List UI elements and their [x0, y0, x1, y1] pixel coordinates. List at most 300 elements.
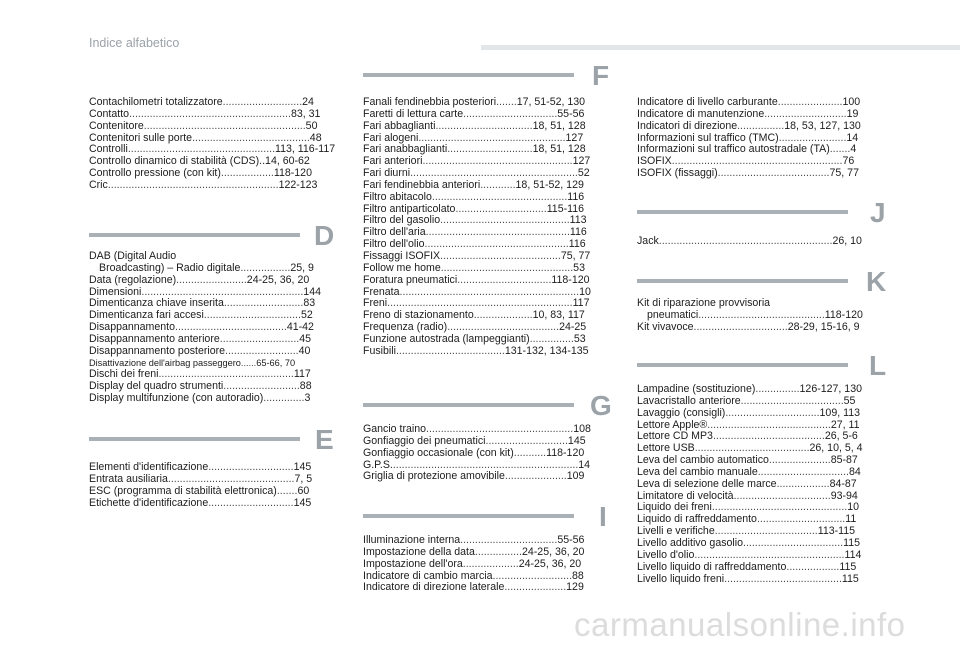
index-entry-leader: ...............................................................: [392, 459, 579, 471]
index-entry-pages: 40: [298, 345, 311, 357]
index-entry-pages: 10, 83, 117: [532, 310, 585, 322]
index-entry-pages: 115: [839, 561, 857, 573]
index-entry-pages: 52: [300, 310, 313, 322]
index-entry: [363, 144, 616, 156]
index-entry-leader: ........................................: [192, 132, 310, 144]
section-j-heading: [637, 197, 890, 231]
index-entry-pages: 115: [841, 573, 859, 585]
index-entry-leader: ...............: [755, 384, 800, 395]
index-entry: [89, 498, 342, 510]
index-entry: [637, 550, 890, 562]
section-g-heading: [363, 390, 616, 424]
index-entry: [637, 514, 890, 526]
index-entry: [637, 479, 890, 491]
index-entry-leader: ...............................: [757, 466, 849, 478]
index-entry-term: ESC (programma di stabilità elettronica): [89, 485, 277, 497]
index-entry-pages: 100: [842, 97, 861, 108]
index-entry-pages: 116: [569, 227, 587, 239]
index-entry-term: Dimensioni: [89, 286, 142, 298]
index-entry-leader: ......................: [777, 97, 843, 108]
index-entry-leader: ...........................: [492, 570, 573, 582]
index-entry-term: Gonfiaggio dei pneumatici: [363, 435, 486, 447]
index-entry: [363, 448, 616, 460]
index-entry: [363, 168, 616, 180]
index-entry: [637, 133, 890, 145]
header-rule: [481, 45, 960, 50]
index-entry-leader: ..............................................: [431, 191, 568, 203]
index-entry-leader: .................................: [733, 490, 831, 502]
index-entry: [89, 298, 342, 310]
index-entry: [637, 408, 890, 420]
section-d-divider: [89, 233, 300, 237]
index-entry-term: Display del quadro strumenti: [89, 381, 224, 393]
page-header-title: Indice alfabetico: [89, 36, 180, 50]
index-entry-leader: ............................................: [440, 215, 570, 227]
index-entry: [637, 538, 890, 550]
index-entry-term: ISOFIX: [637, 156, 672, 168]
index-entry-pages: 118-120: [551, 274, 590, 286]
index-entry-term: Filtro dell'aria: [363, 227, 426, 239]
index-entry: [363, 322, 616, 334]
index-entry-leader: .......................................................: [129, 108, 291, 120]
index-entry: [363, 180, 616, 192]
index-entry-term: Follow me home: [363, 262, 441, 274]
index-entry: [637, 236, 890, 248]
index-entry-pages: 26, 5-6: [824, 431, 858, 443]
index-entry: [363, 582, 616, 594]
index-entry-term: ISOFIX (fissaggi): [637, 168, 718, 180]
section-g-letter: G: [590, 390, 612, 421]
index-entry-pages: 117: [293, 369, 311, 381]
index-entry-pages: 60: [297, 485, 310, 497]
index-entry: [89, 358, 342, 370]
index-entry-term: Gancio traino: [363, 424, 427, 435]
index-entry-leader: ......: [240, 357, 257, 368]
index-entry: [637, 384, 890, 396]
index-entry-pages: 116: [568, 239, 586, 251]
index-entry-term: Etichette d'identificazione: [89, 497, 209, 509]
index-entry-term: Griglia di protezione amovibile: [363, 471, 505, 483]
index-entry-term: Filtro dell'olio: [363, 239, 425, 251]
index-entry: [89, 180, 342, 192]
index-entry: [89, 133, 342, 145]
index-entry-term: Gonfiaggio occasionale (con kit): [363, 447, 514, 459]
index-entry-term: Contatto: [89, 108, 130, 120]
section-k-divider: [637, 279, 848, 283]
index-entry-pages: 85-87: [830, 455, 858, 467]
index-entry: [89, 381, 342, 393]
index-entry: [363, 239, 616, 251]
index-entry-term: Livelli e verifiche: [637, 526, 715, 538]
section-g-divider: [363, 403, 574, 407]
index-entry-pages: 18, 51, 128: [532, 120, 586, 132]
index-entry-term: Filtro del gasolio: [363, 215, 441, 227]
section-d-list: [89, 251, 342, 405]
index-entry-term: Fari anteriori: [363, 156, 423, 168]
index-entry: [363, 559, 616, 571]
index-entry-pages: 17, 51-52, 130: [516, 97, 586, 108]
section-f-list: [363, 97, 616, 358]
index-entry-pages: 114: [844, 549, 862, 561]
index-entry: [637, 491, 890, 503]
index-entry-leader: ...............: [529, 333, 574, 345]
index-entry-pages: 145: [567, 435, 586, 447]
index-entry-pages: 25, 9: [290, 262, 314, 274]
section-d-letter: D: [314, 220, 335, 251]
index-entry-leader: .................................................: [424, 239, 569, 251]
index-entry-leader: ..............................: [756, 514, 846, 526]
index-entry-leader: ..................................................: [426, 424, 574, 435]
index-entry: [363, 424, 616, 436]
index-entry-term: Elementi d'identificazione: [89, 462, 209, 473]
index-entry: [89, 486, 342, 498]
index-entry-term: Fari fendinebbia anteriori: [363, 179, 481, 191]
index-entry-term: Lavacristallo anteriore: [637, 395, 741, 407]
index-entry: [89, 168, 342, 180]
index-entry: [363, 133, 616, 145]
index-entry-term: Liquido di raffreddamento: [637, 514, 757, 526]
index-entry-term: Kit vivavoce: [637, 321, 694, 333]
index-entry-leader: .......................................................: [143, 120, 306, 132]
index-entry-pages: 84: [848, 466, 861, 478]
index-entry-pages: 113, 116-117: [275, 144, 336, 156]
index-entry-leader: .......: [829, 144, 851, 156]
index-entry-pages: 18, 53, 127, 130: [784, 120, 861, 132]
index-entry-leader: ...................................................: [694, 549, 845, 561]
index-entry-leader: .................................: [460, 535, 558, 546]
section-l-divider: [637, 363, 848, 367]
index-entry-pages: 88: [572, 570, 584, 582]
index-entry-leader: ..........................................: [707, 419, 831, 431]
index-entry-term: Disappannamento: [89, 322, 175, 334]
index-entry-term: G.P.S.: [363, 459, 393, 471]
index-entry: [363, 571, 616, 583]
index-entry-term: Broadcasting) – Radio digitale: [99, 262, 241, 274]
index-entry-leader: ...................................: [714, 526, 818, 538]
index-entry-leader: .............................: [447, 144, 533, 156]
index-entry-pages: 118-120: [546, 447, 585, 459]
index-entry-term: Informazioni sul traffico autostradale (TA): [637, 144, 830, 156]
index-entry-term: Livello d'olio: [637, 549, 695, 561]
index-entry: [363, 310, 616, 322]
section-j-list: [637, 236, 890, 248]
index-entry-pages: 113-115: [817, 526, 856, 538]
index-entry-pages: 118-120: [824, 309, 863, 321]
index-entry: [89, 346, 342, 358]
index-entry-leader: ..................................: [743, 537, 844, 549]
section-e-letter: E: [315, 424, 334, 455]
index-entry-pages: 83, 31: [290, 108, 321, 120]
index-entry-term: Filtro antiparticolato: [363, 203, 456, 215]
index-entry-leader: ..................................................: [418, 132, 566, 144]
index-entry-term: Disappannamento anteriore: [89, 333, 220, 345]
index-entry-leader: ........................: [176, 274, 247, 286]
index-entry: [89, 369, 342, 381]
index-entry-pages: 55: [843, 395, 856, 407]
index-entry-pages: 10: [847, 502, 860, 514]
index-entry-pages: 24-25, 36, 20: [522, 546, 585, 558]
index-entry-leader: ...............................................................: [387, 298, 573, 310]
index-entry-pages: 116: [567, 191, 585, 203]
column-3: [637, 97, 890, 180]
section-g-list: [363, 424, 616, 483]
index-entry-pages: 26, 10, 5, 4: [809, 443, 863, 455]
index-entry-term: Lampadine (sostituzione): [637, 384, 756, 395]
section-i-heading: [363, 501, 616, 535]
index-entry-pages: 144: [303, 286, 321, 298]
index-entry: [637, 574, 890, 586]
index-entry-pages: 88: [299, 381, 312, 393]
index-entry-pages: 52: [577, 168, 590, 180]
section-i-list: [363, 535, 616, 594]
section-l-letter: L: [869, 350, 887, 381]
index-entry-pages: 14: [578, 459, 591, 471]
index-entry-leader: ...........................................: [167, 473, 295, 485]
index-entry-pages: 126-127, 130: [799, 384, 862, 395]
index-entry: [363, 460, 616, 472]
section-e-heading: [89, 424, 342, 458]
index-entry-term: Fari anabbaglianti: [363, 144, 448, 156]
index-entry-leader: ...........................: [223, 298, 304, 310]
section-k-list: [637, 298, 890, 334]
index-entry-leader: ..........................................................: [107, 179, 279, 191]
index-entry-term: Fari abbaglianti: [363, 120, 436, 132]
index-entry-pages: 28-29, 15-16, 9: [787, 321, 860, 333]
index-entry-pages: 115: [843, 537, 860, 549]
index-entry-leader: .............................................................: [399, 286, 580, 298]
index-entry: [363, 109, 616, 121]
index-entry: [363, 251, 616, 263]
index-entry: [89, 310, 342, 322]
index-entry-pages: 118-120: [273, 168, 312, 180]
index-entry-pages: 14, 60-62: [265, 156, 310, 168]
index-entry-pages: 10: [579, 286, 591, 298]
index-entry-leader: .................................................: [425, 227, 570, 239]
index-entry-leader: .............................: [208, 462, 294, 473]
index-entry-leader: ...........: [513, 447, 547, 459]
index-entry-leader: ......................................: [447, 322, 560, 334]
index-entry: [89, 109, 342, 121]
index-entry-pages: 109: [566, 471, 585, 483]
index-entry-term: Livello additivo gasolio: [637, 537, 744, 549]
index-entry-term: Fissaggi ISOFIX: [363, 250, 441, 262]
section-j-divider: [637, 210, 848, 214]
index-entry-pages: 48: [309, 132, 322, 144]
index-entry-term: Disattivazione dell'airbag passeggero: [89, 357, 241, 368]
index-entry-leader: ..................................................: [127, 144, 276, 156]
index-entry-term: Funzione autostrada (lampeggianti): [363, 333, 530, 345]
index-entry-pages: 127: [565, 132, 584, 144]
index-entry-pages: 27, 11: [830, 419, 860, 431]
index-entry-pages: 84-87: [829, 478, 857, 490]
index-entry-pages: 18, 51-52, 129: [515, 179, 584, 191]
index-entry: [363, 263, 616, 275]
section-i-divider: [363, 514, 574, 518]
index-entry-pages: 75, 77: [829, 168, 859, 180]
index-entry-term: Impostazione della data: [363, 546, 475, 558]
index-entry-pages: 19: [846, 108, 859, 120]
index-entry-leader: .......: [496, 97, 517, 108]
index-entry-term: Frenata: [363, 286, 400, 298]
index-entry-leader: ..............................................: [158, 369, 294, 381]
index-entry-pages: 129: [566, 582, 584, 594]
index-entry: [637, 156, 890, 168]
index-entry: [637, 144, 890, 156]
index-entry-pages: 145: [293, 462, 312, 473]
index-entry-term: Display multifunzione (con autoradio): [89, 393, 264, 405]
index-entry-term: pneumatici: [647, 309, 699, 321]
index-entry-term: Indicatore di direzione laterale: [363, 582, 505, 594]
index-entry-term: Contenitore: [89, 120, 144, 132]
section-j-letter: J: [870, 197, 886, 228]
index-entry: [89, 251, 342, 263]
index-entry: [637, 298, 890, 310]
index-entry-pages: 24-25, 36, 20: [518, 558, 582, 570]
index-entry-leader: ..............: [263, 393, 305, 405]
index-entry-leader: ...........................: [222, 97, 303, 108]
index-entry-leader: ...........................................................: [658, 236, 833, 247]
index-entry-leader: ................................: [463, 108, 558, 120]
index-entry: [89, 156, 342, 168]
index-entry-pages: 7, 5: [294, 473, 313, 485]
index-entry-pages: 18, 51, 128: [532, 144, 586, 156]
index-entry: [363, 204, 616, 216]
index-entry-pages: 53: [573, 262, 585, 274]
index-entry-term: Indicatore di manutenzione: [637, 108, 765, 120]
index-entry: [363, 471, 616, 483]
section-d-heading: [89, 220, 342, 254]
index-entry-pages: 122-123: [278, 179, 318, 191]
index-entry-leader: ................: [474, 546, 522, 558]
index-entry-leader: .....................................: [395, 345, 505, 357]
index-entry-term: Controllo dinamico di stabilità (CDS)..: [89, 156, 266, 168]
index-entry-term: Controllo pressione (con kit): [89, 168, 221, 180]
index-entry: [637, 502, 890, 514]
index-entry-term: Informazioni sul traffico (TMC): [637, 132, 779, 144]
index-entry-term: Lettore CD MP3: [637, 431, 713, 443]
index-entry: [637, 526, 890, 538]
index-entry-leader: ..........................: [223, 381, 300, 393]
index-entry-leader: .................................: [203, 310, 301, 322]
index-entry: [637, 443, 890, 455]
index-entry-leader: ..............................................: [711, 502, 848, 514]
index-entry-pages: 41-42: [286, 322, 314, 334]
index-entry-term: Livello liquido di raffreddamento: [637, 561, 787, 573]
index-entry-pages: 131-132, 134-135: [504, 345, 589, 357]
section-l-list: [637, 384, 890, 585]
index-entry-pages: 65-66, 70: [256, 357, 296, 368]
index-entry-leader: .........................................: [440, 250, 561, 262]
index-entry-pages: 117: [572, 298, 590, 310]
index-entry-leader: .....................: [504, 471, 567, 483]
index-entry: [363, 287, 616, 299]
index-entry-term: Leva di selezione delle marce: [637, 478, 777, 490]
index-entry-leader: ................................: [457, 274, 552, 286]
index-entry: [363, 535, 616, 547]
index-entry-term: Jack: [637, 236, 659, 247]
index-entry-term: DAB (Digital Audio: [89, 251, 177, 262]
section-k-heading: [637, 266, 890, 300]
index-entry-leader: ......................................: [175, 322, 287, 334]
index-entry: [363, 121, 616, 133]
index-entry: [89, 474, 342, 486]
index-entry-pages: 53: [573, 333, 586, 345]
index-entry-leader: .............................................: [440, 262, 574, 274]
index-entry-pages: 108: [573, 424, 591, 435]
index-entry-term: Indicatore di cambio marcia: [363, 570, 493, 582]
index-entry-pages: 113: [569, 215, 587, 227]
index-entry: [363, 192, 616, 204]
index-entry-leader: ................................: [725, 407, 820, 419]
index-entry-leader: .......................................: [694, 443, 810, 455]
index-entry: [363, 227, 616, 239]
index-entry-leader: ...............................: [455, 203, 547, 215]
index-entry-term: Dimenticanza chiave inserita: [89, 298, 224, 310]
index-entry-term: Dischi dei freni: [89, 369, 159, 381]
index-entry-leader: ......................................: [712, 431, 825, 443]
index-entry-term: Impostazione dell'ora: [363, 558, 463, 570]
index-entry-term: Kit di riparazione provvisoria: [637, 298, 771, 309]
index-entry: [637, 455, 890, 467]
index-entry-leader: .........................................................: [410, 168, 578, 180]
index-entry-term: Disappannamento posteriore: [89, 345, 226, 357]
index-entry: [363, 436, 616, 448]
index-entry-term: Frequenza (radio): [363, 322, 448, 334]
index-entry: [363, 156, 616, 168]
index-entry: [637, 310, 890, 322]
index-entry: [637, 121, 890, 133]
index-entry-pages: 127: [572, 156, 591, 168]
column-1: [89, 97, 342, 192]
index-entry-pages: 109, 113: [819, 407, 860, 419]
index-entry-term: Dimenticanza fari accesi: [89, 310, 204, 322]
index-entry-pages: 4: [850, 144, 857, 156]
index-entry-pages: 75, 77: [560, 250, 591, 262]
index-entry-leader: ...................................: [740, 395, 844, 407]
index-entry-leader: .....................: [504, 582, 567, 594]
index-entry-pages: 24-25: [559, 322, 587, 334]
index-entry: [363, 97, 616, 109]
index-entry-pages: 45: [299, 333, 312, 345]
index-entry-pages: 145: [293, 497, 312, 509]
index-entry-pages: 55-56: [557, 535, 585, 546]
index-entry: [89, 393, 342, 405]
index-entry: [89, 334, 342, 346]
index-entry-pages: 50: [305, 120, 318, 132]
section-f-letter: F: [592, 60, 610, 91]
index-entry-leader: .......................: [778, 132, 847, 144]
index-entry-leader: .................: [240, 262, 291, 274]
index-entry-leader: ............................: [485, 435, 568, 447]
index-entry: [637, 322, 890, 334]
index-entry-leader: ............: [480, 179, 516, 191]
index-entry: [363, 215, 616, 227]
section-f-divider: [363, 73, 574, 77]
index-entry: [637, 467, 890, 479]
index-entry-term: Contachilometri totalizzatore: [89, 97, 223, 108]
index-entry-term: Indicatore di livello carburante: [637, 97, 778, 108]
index-entry-pages: 11: [845, 514, 857, 526]
index-entry: [89, 462, 342, 474]
index-entry-pages: 93-94: [830, 490, 858, 502]
index-entry-leader: ....................: [473, 310, 533, 322]
index-entry-leader: ................................: [693, 321, 788, 333]
index-entry: [89, 263, 342, 275]
section-l-heading: [637, 350, 890, 384]
index-entry: [637, 420, 890, 432]
index-entry-leader: ........................................: [724, 573, 842, 585]
index-entry-leader: .....................: [768, 455, 831, 467]
